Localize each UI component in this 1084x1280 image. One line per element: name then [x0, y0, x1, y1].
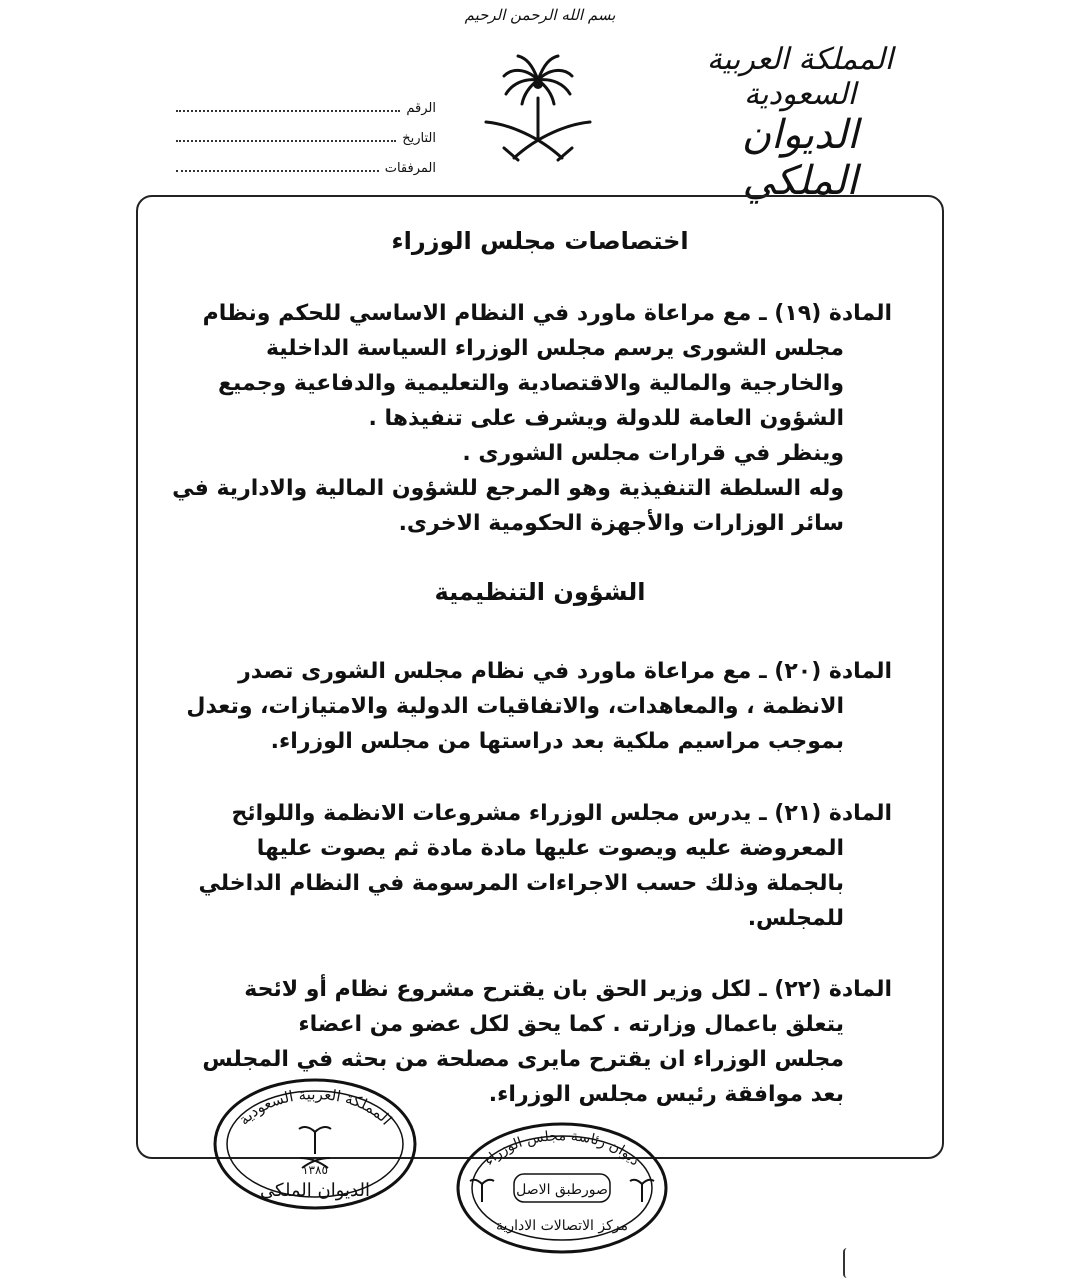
- royal-court-seal: [210, 1074, 420, 1214]
- margin-mark: [843, 1248, 851, 1278]
- ref-number-line: [176, 100, 400, 112]
- article-19-line: والخارجية والمالية والاقتصادية والتعليمية والدفاعية وجميع: [217, 371, 844, 396]
- article-22-line: المادة (٢٢) ـ لكل وزير الحق بان يقترح مشروع نظام أو لائحة: [244, 977, 892, 1002]
- royal-court-seal-top-text: المملكة العربية السعودية: [234, 1085, 396, 1129]
- council-seal-middle-text: صورطبق الاصل: [516, 1182, 608, 1198]
- article-19-line: وينظر في قرارات مجلس الشورى .: [462, 441, 844, 466]
- ref-attachments-label: المرفقات: [384, 161, 436, 176]
- article-20-line: الانظمة ، والمعاهدات، والاتفاقيات الدولية والامتيازات، وتعدل: [186, 694, 844, 719]
- article-21-line: بالجملة وذلك حسب الاجراءات المرسومة في النظام الداخلي: [198, 871, 844, 896]
- article-22-line: بعد موافقة رئيس مجلس الوزراء.: [488, 1082, 844, 1107]
- ref-date-row: [176, 116, 436, 146]
- article-21: [188, 796, 892, 936]
- kingdom-title: المملكة العربية السعودية: [706, 42, 894, 112]
- council-presidency-seal: [452, 1118, 672, 1258]
- council-seal-top-text: ديوان رئاسة مجلس الوزراء: [481, 1128, 643, 1170]
- ref-number-row: [176, 86, 436, 116]
- royal-court-title: الديوان الملكي: [741, 112, 859, 204]
- article-19: [172, 296, 892, 541]
- article-21-line: للمجلس.: [747, 906, 844, 931]
- article-20-line: المادة (٢٠) ـ مع مراعاة ماورد في نظام مجلس الشورى تصدر: [238, 659, 892, 684]
- council-seal-bottom-text: مركز الاتصالات الادارية: [495, 1218, 629, 1234]
- article-21-line: المعروضة عليه ويصوت عليها مادة مادة ثم يصوت عليها: [256, 836, 844, 861]
- royal-court-seal-bottom-text: الديوان الملكي: [260, 1180, 370, 1201]
- section-title-council-powers: اختصاصات مجلس الوزراء: [391, 227, 689, 255]
- article-20: [188, 654, 892, 759]
- royal-court-seal-emblem-icon: [299, 1127, 331, 1168]
- ref-date-label: التاريخ: [402, 131, 436, 146]
- article-19-line: الشؤون العامة للدولة ويشرف على تنفيذها .: [368, 406, 844, 431]
- article-22-line: يتعلق باعمال وزارته . كما يحق لكل عضو من اعضاء: [298, 1012, 844, 1037]
- article-19-line: سائر الوزارات والأجهزة الحكومية الاخرى.: [398, 511, 844, 536]
- section-title-regulatory-affairs: الشؤون التنظيمية: [434, 578, 646, 606]
- palm-swords-emblem-icon: [478, 50, 598, 170]
- article-19-line: وله السلطة التنفيذية وهو المرجع للشؤون المالية والادارية في: [172, 476, 844, 501]
- article-21-line: المادة (٢١) ـ يدرس مجلس الوزراء مشروعات الانظمة واللوائح: [231, 801, 892, 826]
- article-19-line: مجلس الشورى يرسم مجلس الوزراء السياسة الداخلية: [265, 336, 844, 361]
- article-19-line: المادة (١٩) ـ مع مراعاة ماورد في النظام الاساسي للحكم ونظام: [202, 301, 892, 326]
- ref-date-line: [176, 130, 396, 142]
- ref-attachments-row: [176, 146, 436, 176]
- article-22-line: مجلس الوزراء ان يقترح مايرى مصلحة من بحثه في المجلس: [202, 1047, 844, 1072]
- royal-court-seal-year: ١٣٨٥: [302, 1163, 328, 1177]
- ref-number-label: الرقم: [406, 101, 436, 116]
- basmala: بسم الله الرحمن الرحيم: [464, 6, 616, 24]
- reference-fields: [176, 86, 436, 176]
- ref-attachments-line: [176, 160, 379, 172]
- article-20-line: بموجب مراسيم ملكية بعد دراستها من مجلس الوزراء.: [270, 729, 844, 754]
